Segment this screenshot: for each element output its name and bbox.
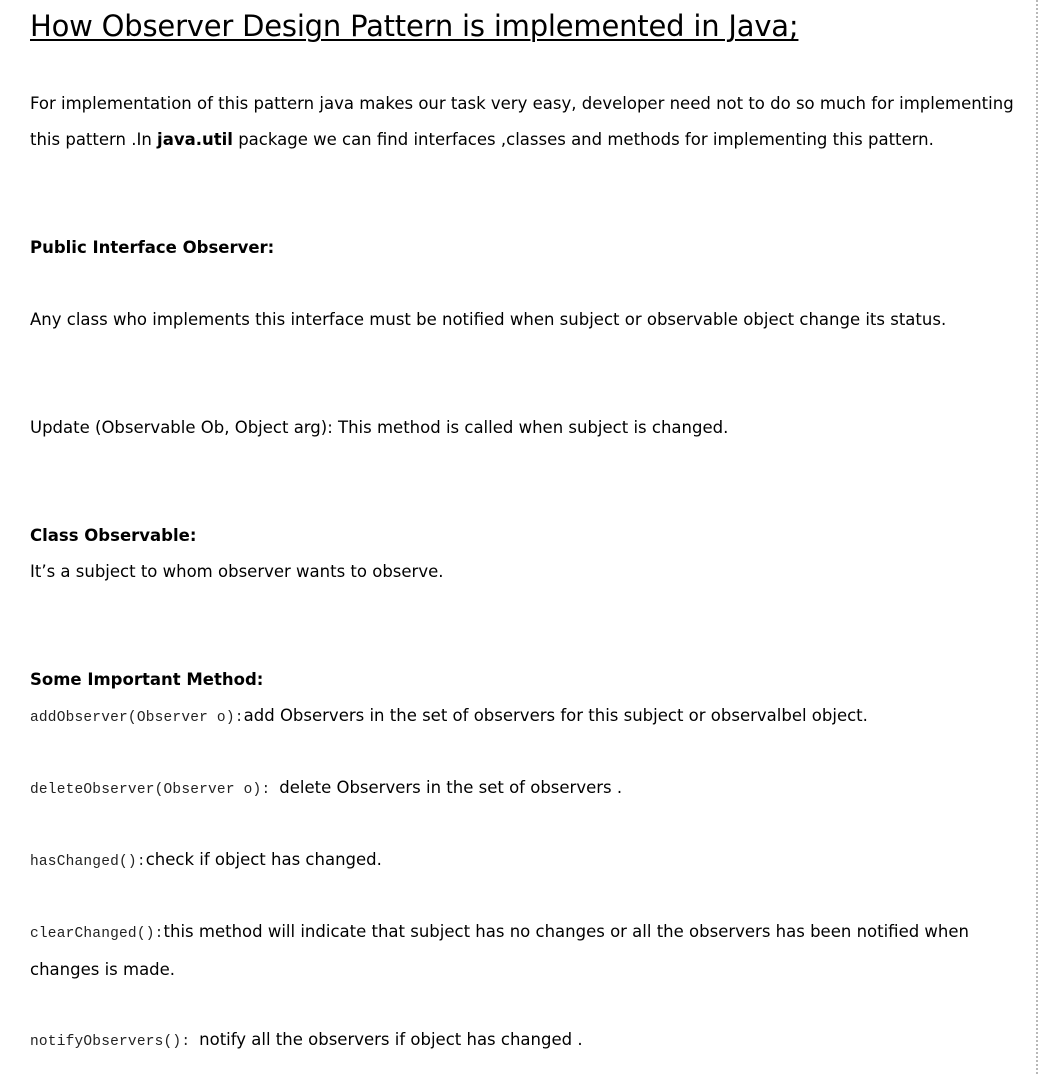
method-separator: : xyxy=(234,710,244,726)
method-description: check if object has changed. xyxy=(145,850,382,869)
method-description: add Observers in the set of observers for this subject or observalbel object. xyxy=(243,706,868,725)
method-code: clearChanged() xyxy=(30,926,155,942)
intro-text-start: For implementation of this pattern java makes our task very easy, developer need not to do so much for implementing this pattern .In xyxy=(30,94,1014,149)
observer-interface-description: Any class who implements this interface must be notified when subject or observable object change its status. xyxy=(30,310,947,329)
intro-text-end: package we can find interfaces ,classes and methods for implementing this pattern. xyxy=(232,130,934,149)
java-util-package: java.util xyxy=(157,130,233,149)
method-notify-observers xyxy=(30,1022,1020,1060)
method-delete-observer xyxy=(30,770,1020,808)
article-title: How Observer Design Pattern is implemented in Java; xyxy=(30,9,799,43)
method-separator: : xyxy=(154,926,164,942)
method-description: delete Observers in the set of observers . xyxy=(279,778,623,797)
method-clear-changed xyxy=(30,914,1025,988)
method-code: deleteObserver(Observer o) xyxy=(30,782,262,798)
method-separator: : xyxy=(136,854,146,870)
intro-paragraph xyxy=(30,86,1020,158)
method-separator: : xyxy=(261,782,280,798)
observable-class-description: It’s a subject to whom observer wants to observe. xyxy=(30,562,444,581)
method-description: this method will indicate that subject has no changes or all the observers has been notified when changes is made. xyxy=(30,922,969,979)
method-add-observer xyxy=(30,698,1030,736)
observer-interface-heading: Public Interface Observer: xyxy=(30,238,275,257)
method-description: notify all the observers if object has changed . xyxy=(199,1030,583,1049)
method-code: addObserver(Observer o) xyxy=(30,710,235,726)
method-code: hasChanged() xyxy=(30,854,137,870)
method-has-changed xyxy=(30,842,1020,880)
method-separator: : xyxy=(181,1034,200,1050)
observable-class-heading: Class Observable: xyxy=(30,526,197,545)
important-methods-heading: Some Important Method: xyxy=(30,670,264,689)
update-method-description: Update (Observable Ob, Object arg): This method is called when subject is changed. xyxy=(30,418,729,437)
method-code: notifyObservers() xyxy=(30,1034,182,1050)
